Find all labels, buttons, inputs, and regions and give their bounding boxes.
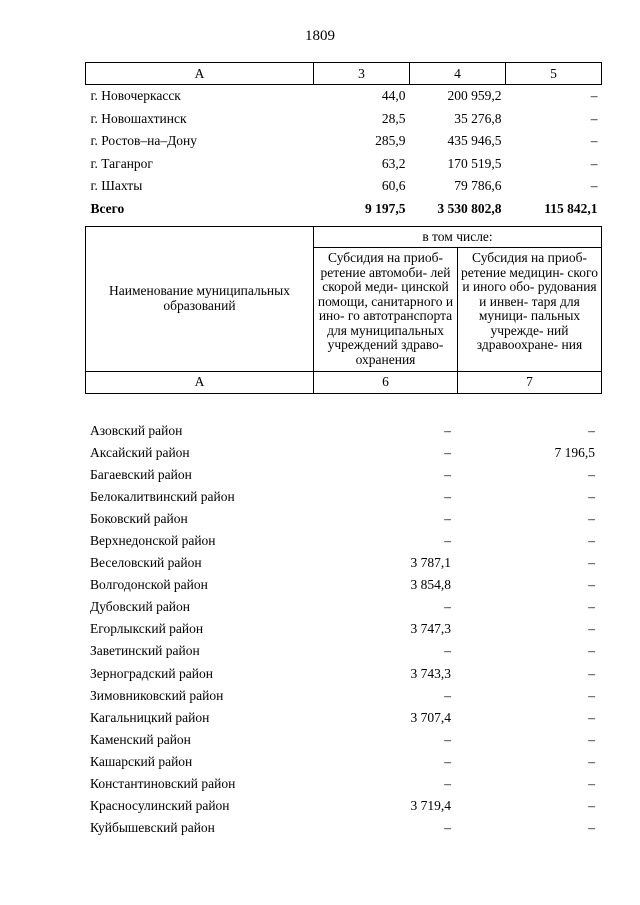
column-header: А: [86, 63, 314, 85]
district-name: Волгодонской район: [90, 577, 208, 593]
district-name: Зимовниковский район: [90, 687, 224, 703]
municipality-column-header: Наименование муниципальных образований: [86, 227, 314, 372]
cell-value: –: [444, 533, 451, 549]
cell-value: –: [444, 511, 451, 527]
table-row: [86, 153, 602, 176]
cell-value: –: [588, 511, 595, 527]
cities-table: [85, 62, 602, 220]
cell-value: 44,0: [381, 88, 406, 104]
cell-value: 79 786,6: [454, 178, 502, 194]
cell-value: 60,6: [381, 178, 406, 194]
district-name: Заветинский район: [90, 643, 200, 659]
table-row: [85, 486, 601, 508]
cell-value: –: [444, 731, 451, 747]
table-row: [85, 618, 601, 640]
districts-table: [85, 420, 601, 839]
cell-value: –: [444, 753, 451, 769]
row-name: г. Ростов–на–Дону: [90, 133, 198, 149]
cell-value: 435 946,5: [447, 133, 502, 149]
cell-value: –: [588, 643, 595, 659]
table-row: [86, 175, 602, 198]
row-name: г. Таганрог: [90, 155, 153, 171]
district-name: Красносулинский район: [90, 797, 230, 813]
district-name: Боковский район: [90, 511, 188, 527]
cell-value: 3 854,8: [410, 577, 451, 593]
district-name: Багаевский район: [90, 467, 192, 483]
column-header: 4: [410, 63, 506, 85]
table-row: [85, 574, 601, 596]
district-name: Дубовский район: [90, 599, 191, 615]
table-row: [85, 464, 601, 486]
cell-value: 285,9: [375, 133, 406, 149]
cell-value: –: [588, 665, 595, 681]
page-number: 1809: [305, 28, 335, 44]
table-row: [85, 817, 601, 839]
cell-value: –: [588, 709, 595, 725]
cell-value: –: [590, 155, 598, 171]
district-name: Верхнедонской район: [90, 533, 216, 549]
cell-value: 3 707,4: [410, 709, 451, 725]
cell-value: –: [588, 423, 595, 439]
table-row: [85, 442, 601, 464]
including-header: в том числе:: [314, 227, 602, 248]
cell-value: –: [444, 489, 451, 505]
total-label: Всего: [90, 200, 125, 216]
district-name: Каменский район: [90, 731, 191, 747]
table-row: [85, 420, 601, 442]
cell-value: –: [444, 687, 451, 703]
cell-value: –: [444, 423, 451, 439]
cell-value: 35 276,8: [454, 110, 502, 126]
cell-value: 3 787,1: [410, 555, 451, 571]
total-row: [86, 198, 602, 221]
cell-value: –: [588, 577, 595, 593]
cell-value: –: [444, 643, 451, 659]
table-row: [85, 685, 601, 707]
cell-value: –: [588, 555, 595, 571]
cell-value: –: [444, 445, 451, 461]
column-header: 5: [506, 63, 602, 85]
table-row: [85, 795, 601, 817]
cell-value: 3 719,4: [410, 797, 451, 813]
ambulance-subsidy-header: Субсидия на приоб- ретение автомоби- лей скорой меди- цинской помощи, санитарного и ино- го автотранспорта для муниципальных учреждений здраво- охранения: [314, 248, 458, 372]
row-name: г. Новочеркасск: [90, 88, 181, 104]
cell-value: –: [590, 88, 598, 104]
cell-value: 170 519,5: [447, 155, 502, 171]
district-name: Кагальницкий район: [90, 709, 210, 725]
total-value: 115 842,1: [544, 200, 598, 216]
table-row: [85, 508, 601, 530]
total-value: 9 197,5: [365, 200, 406, 216]
table-row: [85, 707, 601, 729]
cell-value: –: [588, 599, 595, 615]
cell-value: –: [588, 753, 595, 769]
cities-table-header: [86, 63, 602, 85]
column-code: А: [86, 371, 314, 393]
table-row: [85, 729, 601, 751]
district-name: Аксайский район: [90, 445, 190, 461]
cell-value: –: [588, 797, 595, 813]
cell-value: –: [444, 599, 451, 615]
cell-value: 3 747,3: [410, 621, 451, 637]
cell-value: –: [588, 687, 595, 703]
cell-value: –: [590, 110, 598, 126]
cell-value: –: [444, 819, 451, 835]
cell-value: –: [588, 775, 595, 791]
table-row: [85, 773, 601, 795]
district-name: Кашарский район: [90, 753, 193, 769]
cell-value: –: [588, 533, 595, 549]
district-name: Белокалитвинский район: [90, 489, 235, 505]
table-row: [85, 596, 601, 618]
column-header: 3: [314, 63, 410, 85]
district-name: Егорлыкский район: [90, 621, 204, 637]
table-row: [85, 663, 601, 685]
row-name: г. Новошахтинск: [90, 110, 187, 126]
cell-value: –: [588, 489, 595, 505]
district-name: Куйбышевский район: [90, 819, 215, 835]
cell-value: –: [588, 731, 595, 747]
cell-value: –: [590, 178, 598, 194]
cell-value: 200 959,2: [447, 88, 502, 104]
cell-value: –: [588, 467, 595, 483]
row-name: г. Шахты: [90, 178, 143, 194]
district-name: Константиновский район: [90, 775, 236, 791]
subsidies-table-header: [85, 226, 602, 394]
equipment-subsidy-header: Субсидия на приоб- ретение медицин- ского и иного обо- рудования и инвен- таря для муници- пальных учрежде- ний здравоохране- ния: [458, 248, 602, 372]
table-row: [86, 130, 602, 153]
table-row: [85, 552, 601, 574]
table-row: [85, 751, 601, 773]
table-row: [85, 530, 601, 552]
district-name: Азовский район: [90, 423, 183, 439]
district-name: Зерноградский район: [90, 665, 213, 681]
table-row: [86, 108, 602, 131]
cell-value: –: [588, 621, 595, 637]
cell-value: 28,5: [381, 110, 406, 126]
cell-value: 3 743,3: [410, 665, 451, 681]
cell-value: –: [588, 819, 595, 835]
table-row: [85, 640, 601, 662]
column-code: 7: [458, 371, 602, 393]
cell-value: 7 196,5: [554, 445, 595, 461]
cell-value: –: [590, 133, 598, 149]
district-name: Веселовский район: [90, 555, 202, 571]
table-row: [86, 85, 602, 108]
cell-value: –: [444, 775, 451, 791]
cell-value: –: [444, 467, 451, 483]
total-value: 3 530 802,8: [437, 200, 502, 216]
cell-value: 63,2: [381, 155, 406, 171]
column-code: 6: [314, 371, 458, 393]
